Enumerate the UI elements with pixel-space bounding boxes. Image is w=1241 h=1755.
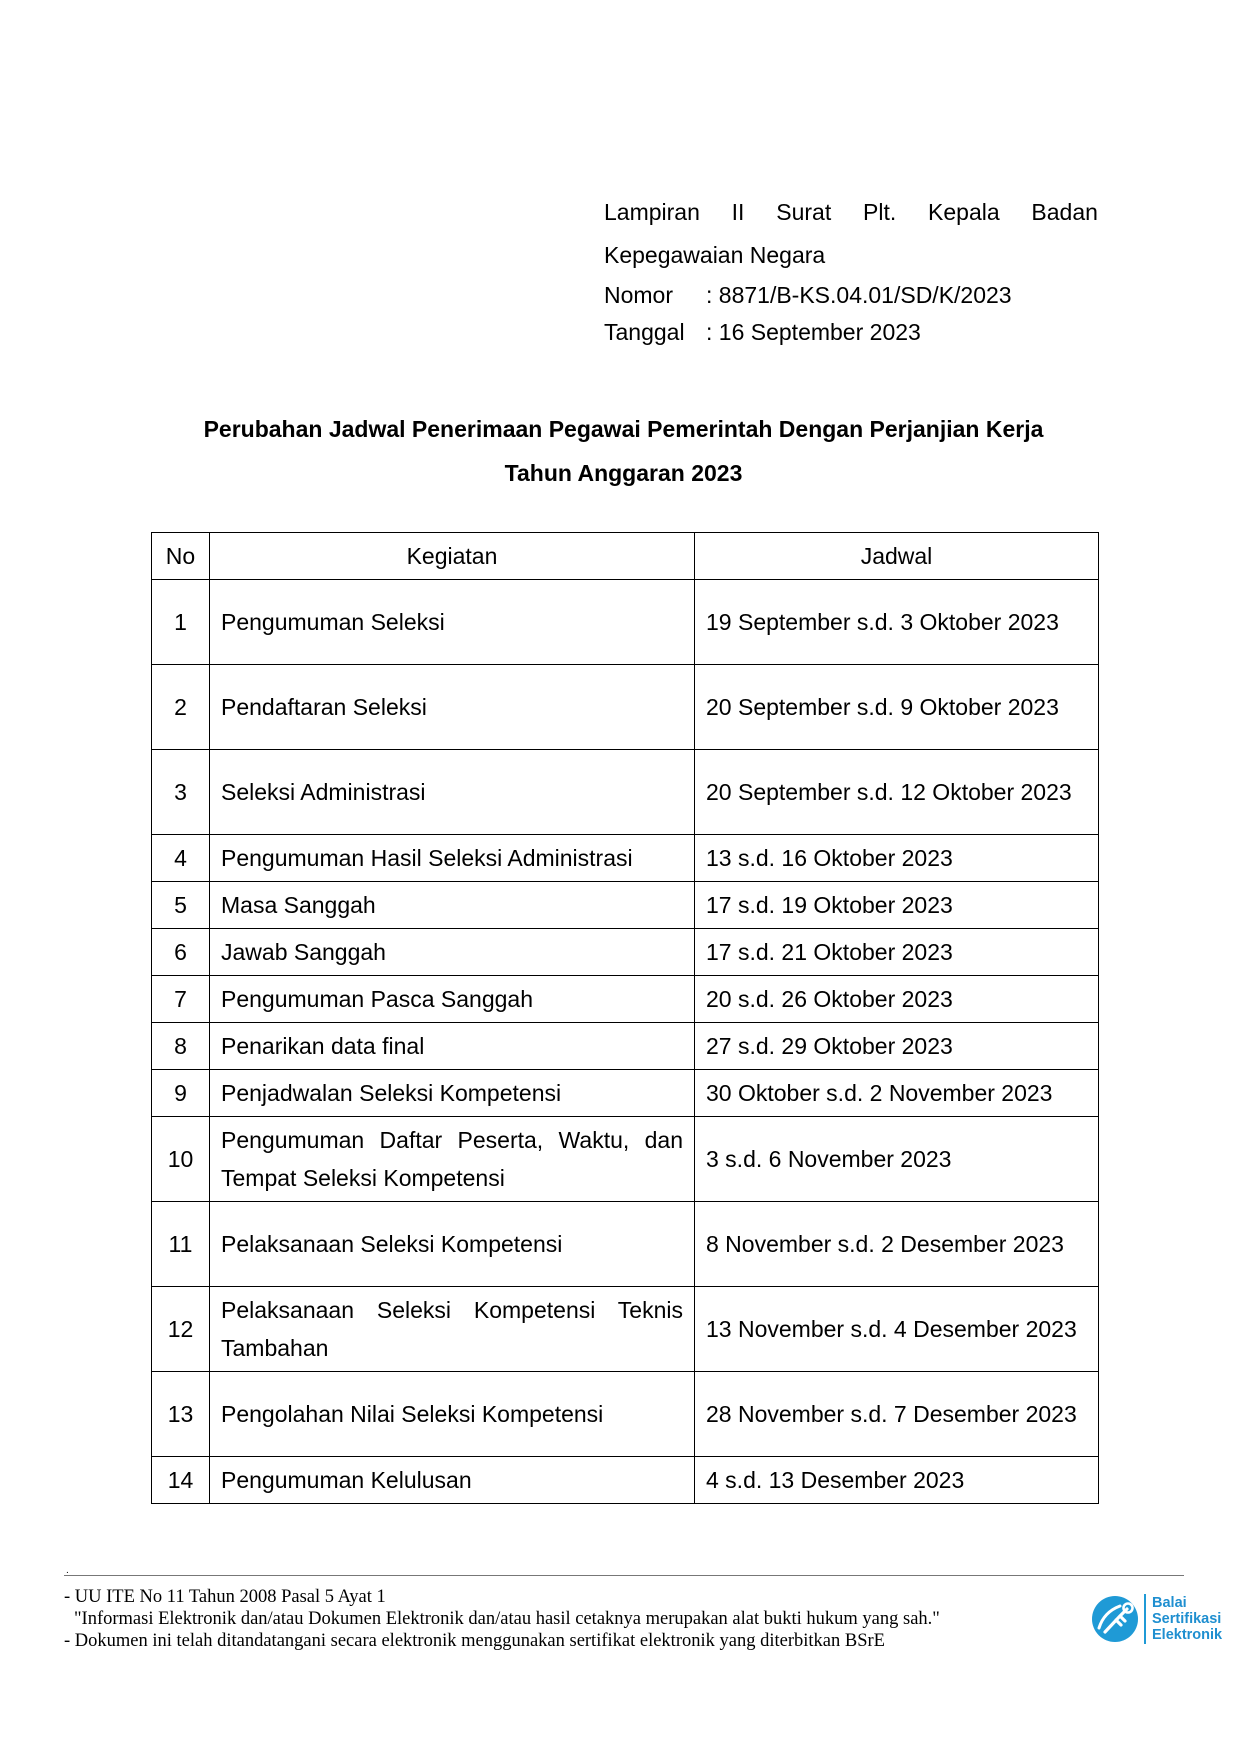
bsre-emblem-icon — [1090, 1594, 1140, 1644]
tanggal-label: Tanggal — [604, 319, 685, 345]
row-schedule: 13 November s.d. 4 Desember 2023 — [695, 1287, 1099, 1372]
attachment-word: Badan — [1031, 199, 1098, 225]
table-row — [152, 882, 1099, 929]
row-activity: Pengolahan Nilai Seleksi Kompetensi — [210, 1372, 695, 1457]
row-schedule: 19 September s.d. 3 Oktober 2023 — [695, 580, 1099, 665]
row-activity: Penarikan data final — [210, 1023, 695, 1070]
row-activity: Pengumuman Seleksi — [210, 580, 695, 665]
attachment-line — [604, 191, 1098, 234]
row-activity: Seleksi Administrasi — [210, 750, 695, 835]
table-row — [152, 1457, 1099, 1504]
attachment-word: Surat — [776, 199, 832, 225]
table-row — [152, 1202, 1099, 1287]
row-number: 13 — [152, 1372, 210, 1457]
row-number: 11 — [152, 1202, 210, 1287]
row-activity: Pengumuman Hasil Seleksi Administrasi — [210, 835, 695, 882]
footer-law-reference: - UU ITE No 11 Tahun 2008 Pasal 5 Ayat 1 — [64, 1587, 386, 1607]
attachment-word: II — [731, 199, 745, 225]
letter-reference — [604, 191, 1098, 351]
row-activity: Pelaksanaan Seleksi Kompetensi Teknis Tambahan — [210, 1287, 695, 1372]
tanggal-value: : 16 September 2023 — [706, 319, 921, 345]
row-number: 2 — [152, 665, 210, 750]
row-activity: Pengumuman Kelulusan — [210, 1457, 695, 1504]
document-title — [140, 407, 1107, 495]
row-number: 7 — [152, 976, 210, 1023]
table-header-row — [152, 533, 1099, 580]
table-row — [152, 976, 1099, 1023]
column-header-jadwal: Jadwal — [695, 533, 1099, 580]
row-activity: Pengumuman Daftar Peserta, Waktu, dan Tempat Seleksi Kompetensi — [210, 1117, 695, 1202]
table-row — [152, 665, 1099, 750]
row-schedule: 17 s.d. 19 Oktober 2023 — [695, 882, 1099, 929]
nomor-row — [604, 277, 1098, 314]
footer-esign-note: - Dokumen ini telah ditandatangani secara elektronik menggunakan sertifikat elektronik yang diterbitkan BSrE — [64, 1631, 885, 1651]
row-number: 9 — [152, 1070, 210, 1117]
row-number: 4 — [152, 835, 210, 882]
table-row — [152, 750, 1099, 835]
footer-law-quote: "Informasi Elektronik dan/atau Dokumen Elektronik dan/atau hasil cetaknya merupakan alat bukti hukum yang sah." — [74, 1609, 940, 1629]
row-schedule: 20 s.d. 26 Oktober 2023 — [695, 976, 1099, 1023]
agency-name: Kepegawaian Negara — [604, 242, 826, 268]
row-schedule: 8 November s.d. 2 Desember 2023 — [695, 1202, 1099, 1287]
row-activity: Penjadwalan Seleksi Kompetensi — [210, 1070, 695, 1117]
row-number: 5 — [152, 882, 210, 929]
row-number: 6 — [152, 929, 210, 976]
nomor-label: Nomor — [604, 282, 674, 308]
bsre-logo — [1090, 1594, 1222, 1644]
row-number: 8 — [152, 1023, 210, 1070]
attachment-word: Lampiran — [604, 199, 700, 225]
row-schedule: 30 Oktober s.d. 2 November 2023 — [695, 1070, 1099, 1117]
row-schedule: 3 s.d. 6 November 2023 — [695, 1117, 1099, 1202]
table-row — [152, 580, 1099, 665]
row-activity: Masa Sanggah — [210, 882, 695, 929]
logo-line-3: Elektronik — [1152, 1627, 1223, 1643]
logo-divider — [1144, 1594, 1146, 1644]
row-schedule: 17 s.d. 21 Oktober 2023 — [695, 929, 1099, 976]
footer-divider — [64, 1575, 1184, 1576]
title-line-2: Tahun Anggaran 2023 — [504, 460, 743, 486]
attachment-word: Kepala — [928, 199, 1000, 225]
row-schedule: 20 September s.d. 9 Oktober 2023 — [695, 665, 1099, 750]
table-row — [152, 1070, 1099, 1117]
row-schedule: 27 s.d. 29 Oktober 2023 — [695, 1023, 1099, 1070]
table-row — [152, 835, 1099, 882]
table-row — [152, 1117, 1099, 1202]
column-header-no: No — [152, 533, 210, 580]
logo-line-2: Sertifikasi — [1152, 1611, 1222, 1627]
table-row — [152, 929, 1099, 976]
schedule-table — [151, 532, 1099, 1504]
table-row — [152, 1023, 1099, 1070]
row-number: 10 — [152, 1117, 210, 1202]
column-header-kegiatan: Kegiatan — [210, 533, 695, 580]
footer-dot: . — [66, 1565, 69, 1576]
row-schedule: 28 November s.d. 7 Desember 2023 — [695, 1372, 1099, 1457]
logo-line-1: Balai — [1152, 1595, 1187, 1611]
row-schedule: 4 s.d. 13 Desember 2023 — [695, 1457, 1099, 1504]
nomor-value: : 8871/B-KS.04.01/SD/K/2023 — [706, 282, 1012, 308]
row-schedule: 13 s.d. 16 Oktober 2023 — [695, 835, 1099, 882]
tanggal-row — [604, 314, 1098, 351]
row-activity: Jawab Sanggah — [210, 929, 695, 976]
row-number: 12 — [152, 1287, 210, 1372]
row-number: 3 — [152, 750, 210, 835]
row-activity: Pelaksanaan Seleksi Kompetensi — [210, 1202, 695, 1287]
logo-wordmark — [1152, 1595, 1222, 1643]
row-number: 1 — [152, 580, 210, 665]
table-row — [152, 1372, 1099, 1457]
row-schedule: 20 September s.d. 12 Oktober 2023 — [695, 750, 1099, 835]
title-line-1: Perubahan Jadwal Penerimaan Pegawai Pemerintah Dengan Perjanjian Kerja — [203, 416, 1044, 442]
row-activity: Pendaftaran Seleksi — [210, 665, 695, 750]
table-row — [152, 1287, 1099, 1372]
attachment-word: Plt. — [863, 199, 897, 225]
row-number: 14 — [152, 1457, 210, 1504]
row-activity: Pengumuman Pasca Sanggah — [210, 976, 695, 1023]
legal-footer — [64, 1586, 940, 1652]
